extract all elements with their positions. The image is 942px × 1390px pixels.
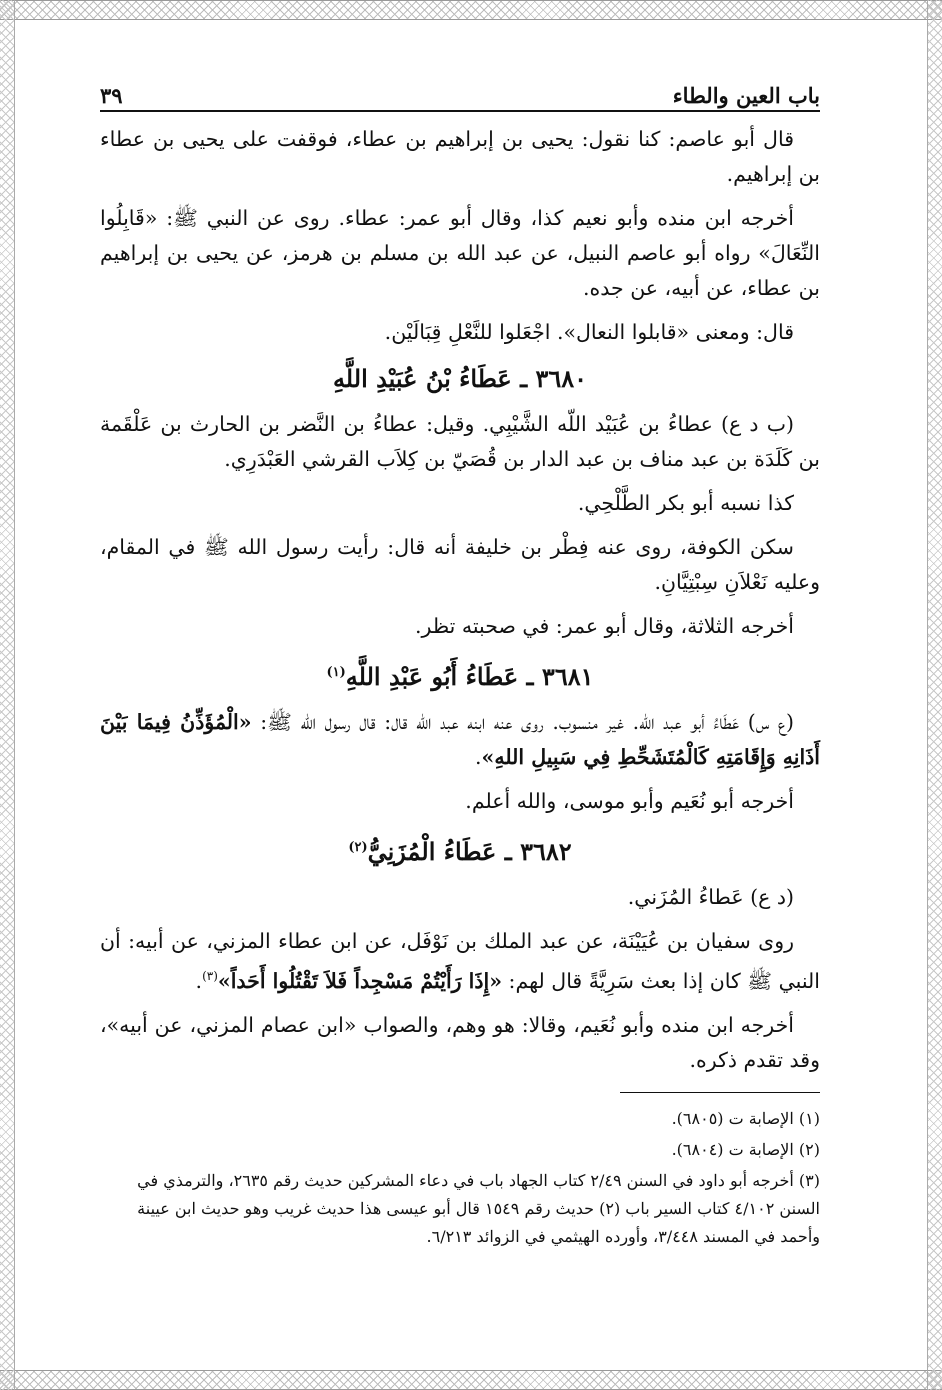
paragraph-text: (ع س) عَطَاءُ أبو عبد الله. غير منسوب. روى عنه ابنه عبد الله قال: قال رسول الله ﷺ: [251, 710, 794, 734]
paragraph: (د ع) عَطاءُ المُزَني. [627, 885, 794, 909]
paragraph-end: . [195, 968, 203, 993]
page-number: ٣٩ [100, 83, 123, 108]
paragraph: أخرجه ابن منده وأبو نُعَيم، وقالا: هو وهم، والصواب «ابن عصام المزني، عن أبيه»، وقد تقدم ذكره. [100, 1012, 820, 1072]
paragraph [100, 705, 820, 775]
footnotes [100, 1105, 820, 1251]
book-page [100, 72, 820, 1254]
chapter-title: باب العين والطاء [672, 83, 820, 108]
footnote: (٢) الإصابة ت (٦٨٠٤). [671, 1139, 820, 1159]
footnote-ref: (٣) [202, 969, 218, 983]
paragraph [100, 924, 820, 999]
paragraph: أخرجه أبو نُعَيم وأبو موسى، والله أعلم. [465, 789, 794, 813]
entry-title-3681 [100, 653, 820, 697]
paragraph-end: . [475, 745, 482, 769]
page-body [100, 122, 820, 1078]
page-border-bottom [0, 1370, 942, 1390]
page-border-left [0, 0, 15, 1390]
page-border-top [0, 0, 942, 20]
footnote-divider [620, 1092, 820, 1093]
paragraph: (ب د ع) عطاءُ بن عُبَيْد اللّه الشَّيْبِي. وقيل: عطاءُ بن النَّضر بن الحارث بن عَلْقَمة بن كَلَدَة بن عبد مناف بن عبد الدار بن قُصَيّ بن كِلاَب القرشي العَبْدَرِي. [100, 412, 820, 471]
footnote-ref: (٢) [348, 840, 368, 855]
entry-title-text: ٣٦٨١ ـ عَطَاءُ أَبُو عَبْدِ اللَّهِ [345, 662, 594, 691]
footnote-ref: (١) [326, 665, 346, 680]
hadith-quote: «إِذَا رَأَيْتُمْ مَسْجِداً فَلاَ تَقْتُلُوا أَحَداً» [217, 968, 503, 993]
paragraph: أخرجه ابن منده وأبو نعيم كذا، وقال أبو عمر: عطاء. روى عن النبي ﷺ: «قَابِلُوا النِّعَالَ» رواه أبو عاصم النبيل، عن عبد الله بن مسلم بن هرمز، عن يحيى بن إبراهيم بن عطاء، عن أبيه، عن جده. [100, 206, 820, 300]
running-header [100, 72, 820, 112]
paragraph: قال: ومعنى «قابلوا النعال». اجْعَلوا للنَّعْلِ قِبَالَيْن. [384, 320, 794, 344]
entry-title-3680: ٣٦٨٠ ـ عَطَاءُ بْنُ عُبَيْدِ اللَّهِ [332, 364, 588, 393]
footnote: (١) الإصابة ت (٦٨٠٥). [671, 1108, 820, 1128]
footnote: (٣) أخرجه أبو داود في السنن ٢/٤٩ كتاب الجهاد باب في دعاء المشركين حديث رقم ٢٦٣٥، والترمذي في السنن ٤/١٠٢ كتاب السير باب (٢) حديث رقم ١٥٤٩ قال أبو عيسى هذا حديث غريب وهو حديث ابن عيينة وأحمد في المسند ٣/٤٤٨، وأورده الهيثمي في الزوائد ٦/٢١٣. [137, 1170, 820, 1246]
paragraph: قال أبو عاصم: كنا نقول: يحيى بن إبراهيم بن عطاء، فوقفت على يحيى بن عطاء بن إبراهيم. [100, 127, 820, 186]
hadith-quote: «الْمُؤَذِّنُ فِيمَا بَيْنَ أَذَانِهِ وَإِقَامَتِهِ كَالْمُتَشَحِّطِ فِي سَبِيلِ اللهِ» [100, 710, 820, 769]
page-border-right [927, 0, 942, 1390]
entry-title-text: ٣٦٨٢ ـ عَطَاءُ الْمُزَنِيُّ [367, 837, 572, 866]
paragraph: سكن الكوفة، روى عنه فِطْر بن خليفة أنه قال: رأيت رسول الله ﷺ في المقام، وعليه نَعْلاَنِ سِبْتِيَّانِ. [100, 535, 820, 594]
paragraph: كذا نسبه أبو بكر الطَّلْحِي. [577, 491, 794, 515]
entry-title-3682 [100, 828, 820, 872]
paragraph: أخرجه الثلاثة، وقال أبو عمر: في صحبته تظر. [415, 614, 794, 638]
paragraph-text: روى سفيان بن عُيَيْنَة، عن عبد الملك بن نَوْفَل، عن ابن عطاء المزني، عن أبيه: أن النبي ﷺ كان إذا بعث سَرِيَّةً قال لهم: [100, 929, 820, 993]
